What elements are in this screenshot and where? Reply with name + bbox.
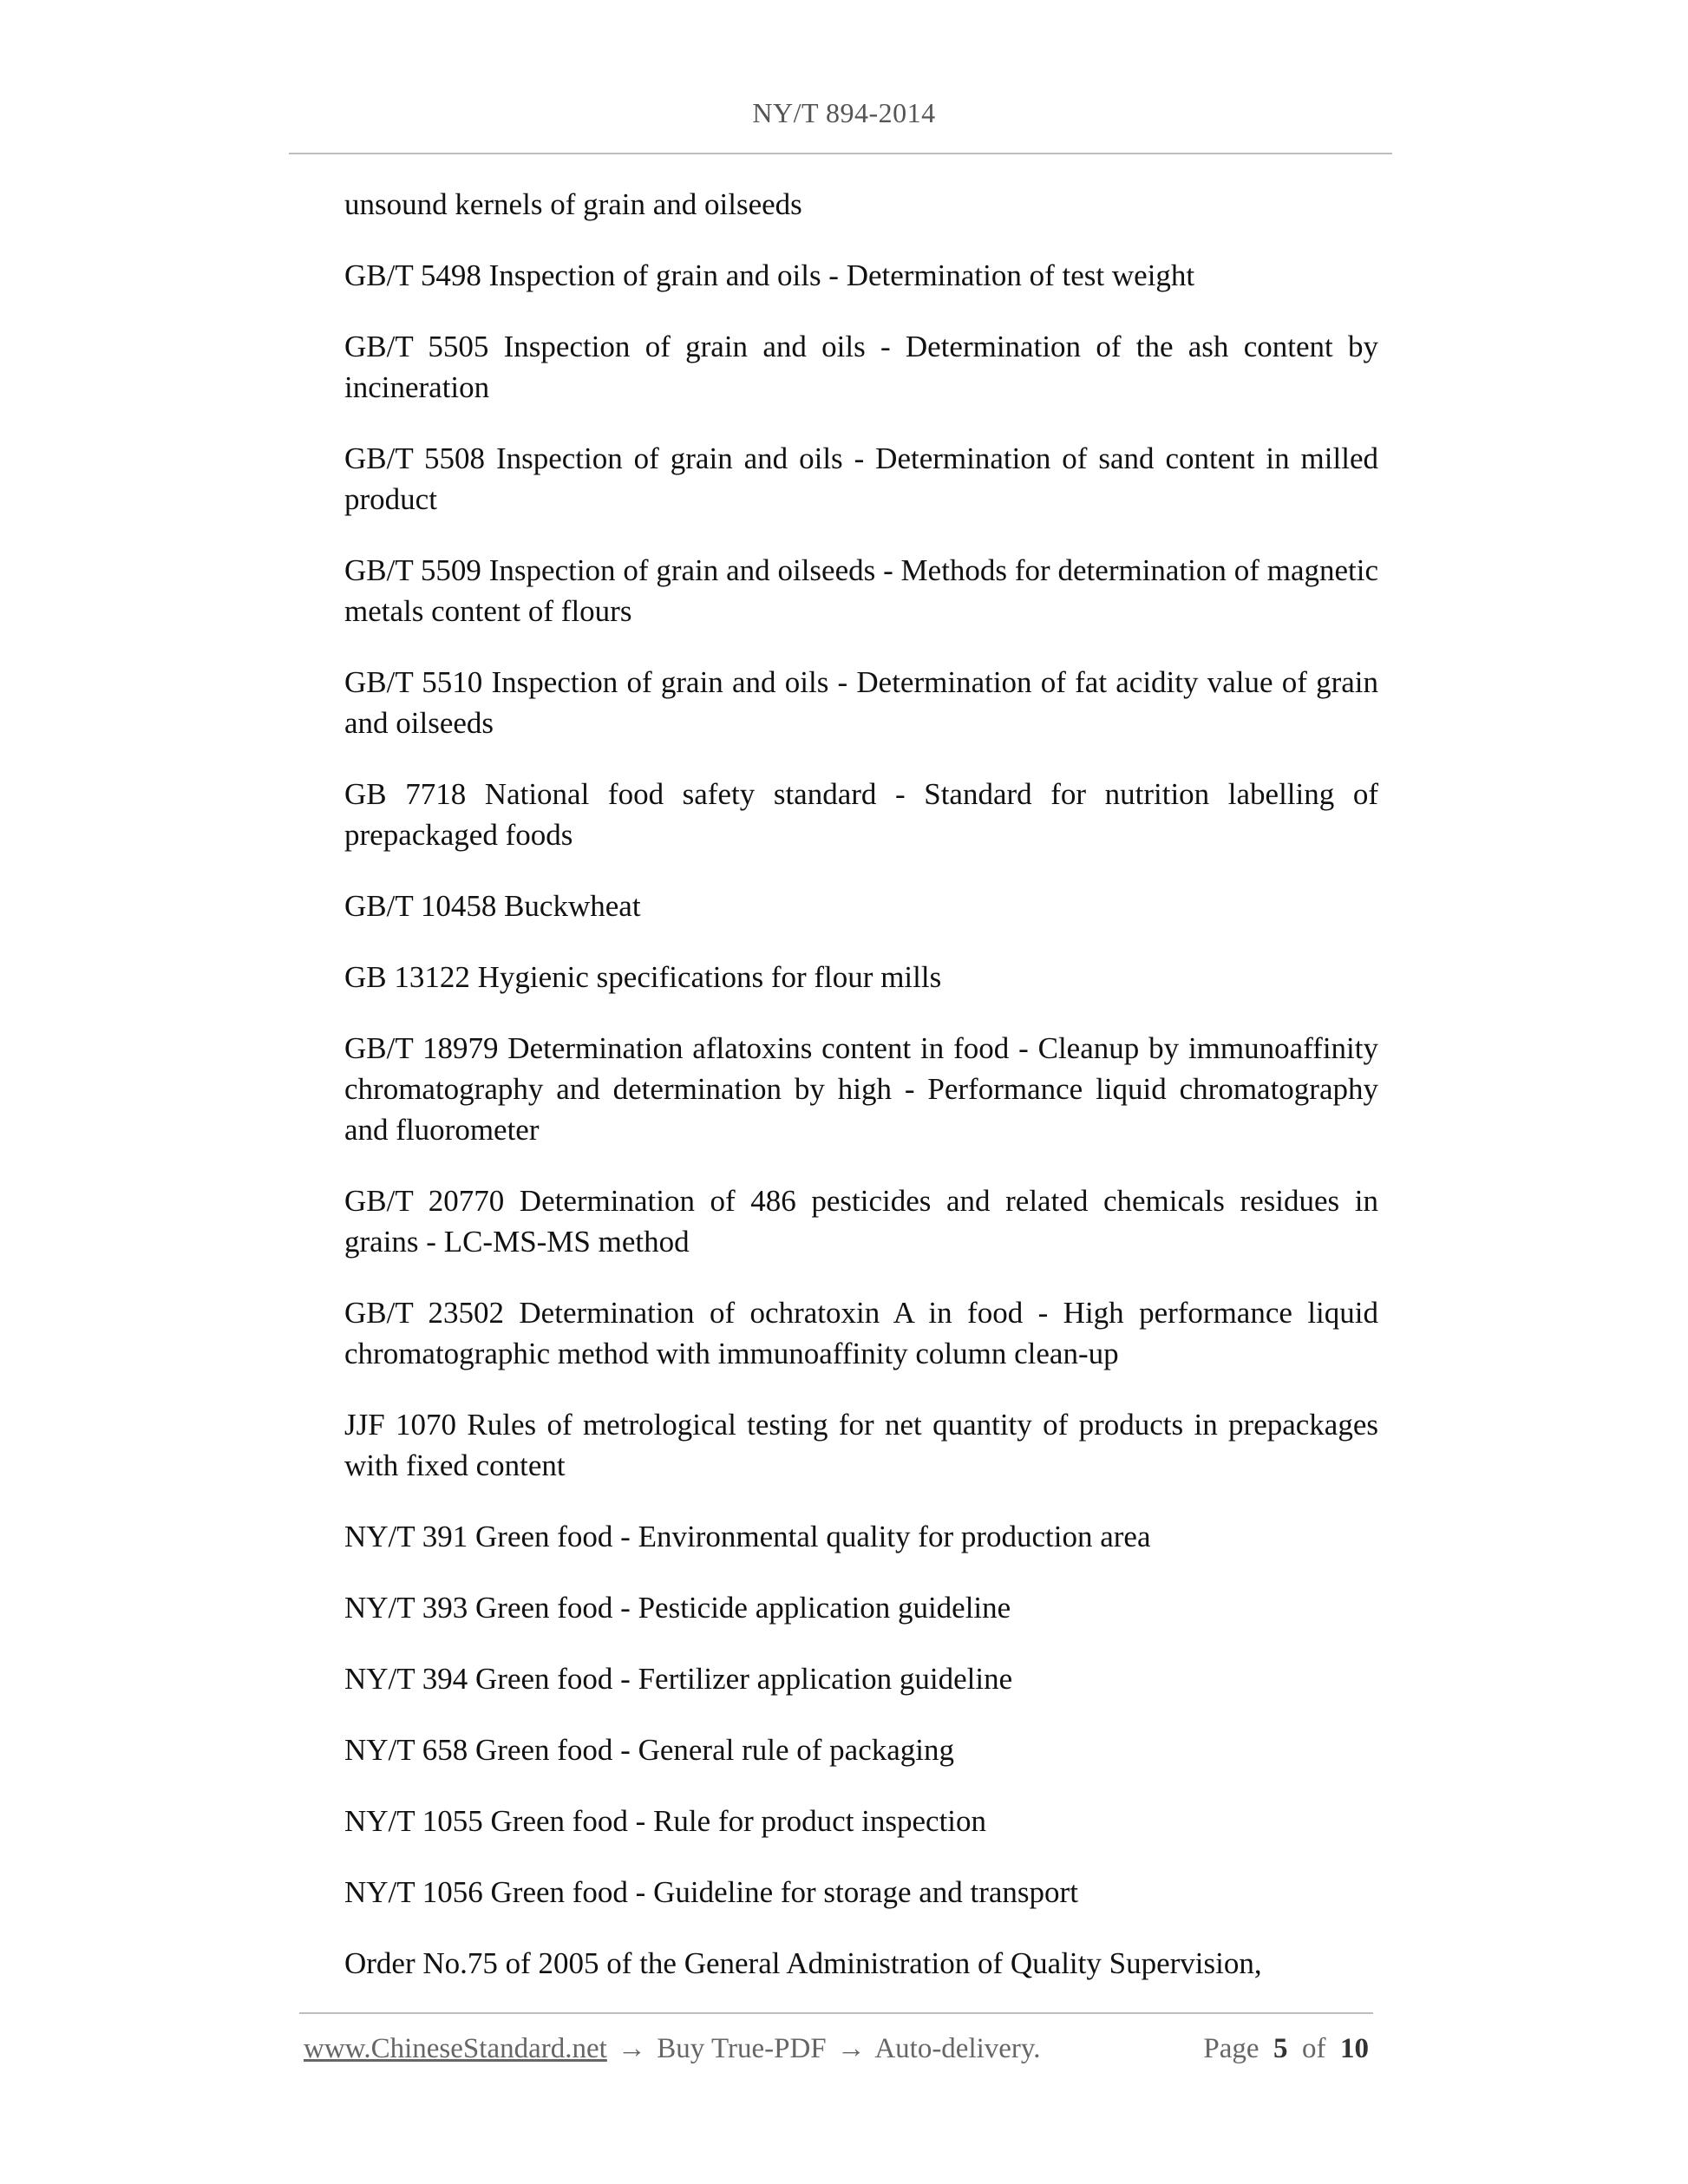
page-footer (304, 2033, 1369, 2071)
footer-divider (299, 2012, 1373, 2014)
footer-promo (304, 2033, 1041, 2065)
arrow-right-icon: → (836, 2033, 866, 2064)
reference-item: GB/T 20770 Determination of 486 pesticides and related chemicals residues in grains - LC-MS-MS method (344, 1184, 1378, 1259)
page-current: 5 (1273, 2033, 1288, 2064)
reference-item: NY/T 393 Green food - Pesticide application guideline (344, 1591, 1011, 1625)
header-divider (289, 153, 1392, 154)
reference-item: GB 7718 National food safety standard - Standard for nutrition labelling of prepackaged foods (344, 777, 1378, 852)
buy-text: Buy True-PDF (657, 2033, 827, 2064)
reference-item: GB/T 23502 Determination of ochratoxin A in food - High performance liquid chromatographic method with immunoaffinity column clean-up (344, 1296, 1378, 1370)
reference-item: GB/T 5508 Inspection of grain and oils - Determination of sand content in milled product (344, 441, 1378, 516)
reference-item: NY/T 394 Green food - Fertilizer application guideline (344, 1662, 1013, 1696)
document-id-header: NY/T 894-2014 (752, 97, 936, 128)
references-list (344, 184, 1378, 2014)
page-number (1203, 2033, 1369, 2065)
reference-item: GB 13122 Hygienic specifications for flour mills (344, 960, 942, 994)
reference-item: GB/T 5505 Inspection of grain and oils - Determination of the ash content by incineration (344, 330, 1378, 404)
page-total: 10 (1340, 2033, 1369, 2064)
website-link[interactable]: www.ChineseStandard.net (304, 2033, 607, 2064)
reference-item: JJF 1070 Rules of metrological testing for net quantity of products in prepackages with fixed content (344, 1408, 1378, 1482)
reference-item: GB/T 10458 Buckwheat (344, 889, 641, 923)
of-word: of (1302, 2033, 1326, 2064)
page-word: Page (1203, 2033, 1259, 2064)
reference-item: NY/T 1055 Green food - Rule for product inspection (344, 1804, 987, 1838)
arrow-right-icon: → (618, 2033, 647, 2064)
reference-item: Order No.75 of 2005 of the General Administration of Quality Supervision, (344, 1946, 1262, 1980)
reference-item: NY/T 1056 Green food - Guideline for storage and transport (344, 1875, 1078, 1909)
reference-item: GB/T 5510 Inspection of grain and oils - Determination of fat acidity value of grain and oilseeds (344, 665, 1378, 740)
reference-item: NY/T 391 Green food - Environmental quality for production area (344, 1520, 1151, 1553)
reference-item: GB/T 18979 Determination aflatoxins content in food - Cleanup by immunoaffinity chromatography and determination by high - Performance liquid chromatography and fluorometer (344, 1031, 1378, 1147)
delivery-text: Auto-delivery. (874, 2033, 1041, 2064)
reference-item: GB/T 5498 Inspection of grain and oils - Determination of test weight (344, 258, 1195, 292)
reference-item: unsound kernels of grain and oilseeds (344, 187, 802, 221)
reference-item: GB/T 5509 Inspection of grain and oilseeds - Methods for determination of magnetic metals content of flours (344, 553, 1378, 628)
reference-item: NY/T 658 Green food - General rule of packaging (344, 1733, 954, 1767)
